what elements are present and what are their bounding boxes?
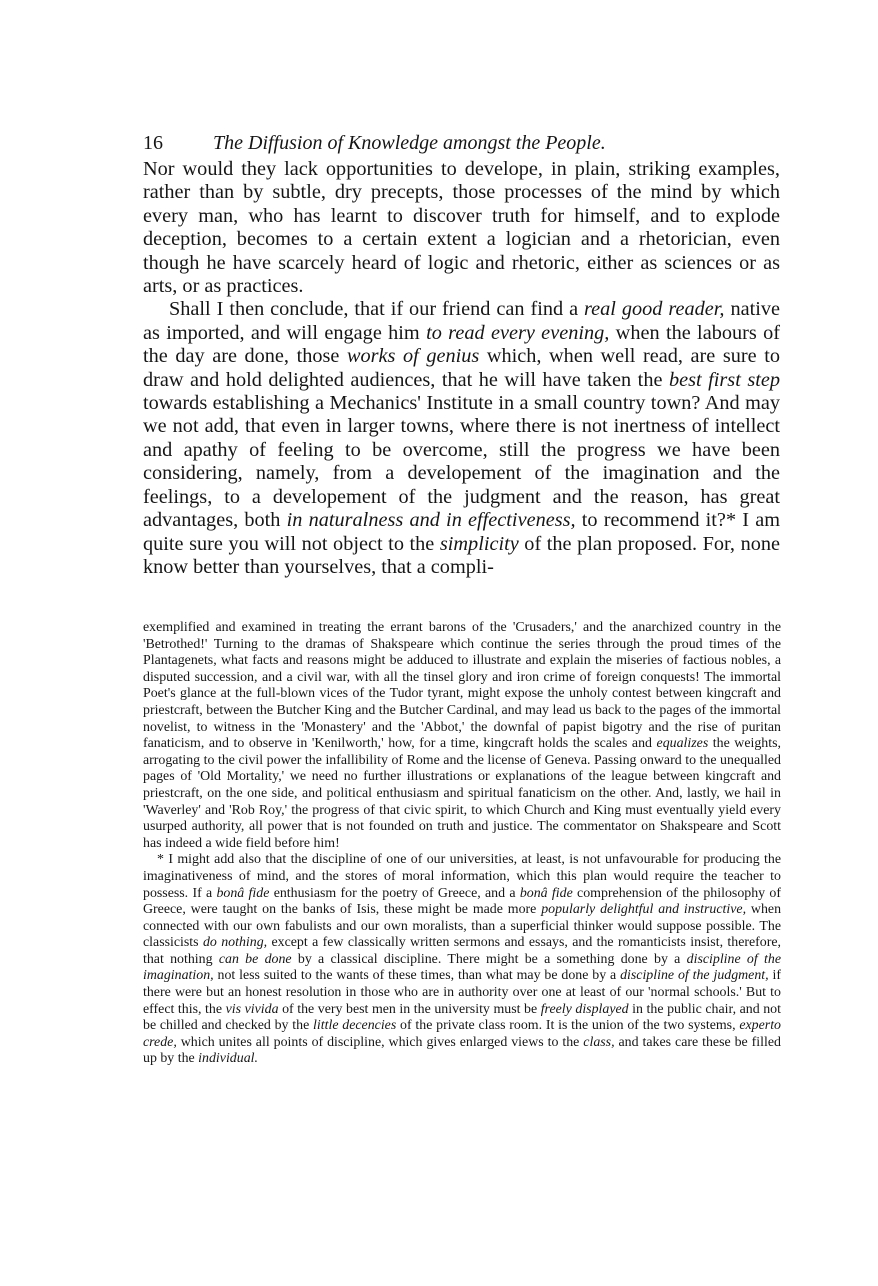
text-run: which, when well read, are sure to draw and hold delighted audiences, that he will have taken the — [143, 345, 780, 391]
italic-run: bonâ fide — [519, 885, 573, 901]
text-run: except a few classically written sermons and essays, and the romanticists insist, therefore, that nothing — [143, 935, 782, 967]
italic-run: little decencies — [313, 1018, 397, 1034]
footnote-continuation — [143, 620, 781, 852]
running-header — [143, 130, 783, 156]
running-title: The Diffusion of Knowledge amongst the People. — [213, 132, 606, 154]
text-run: of the private class room. It is the union of the two systems, — [396, 1018, 740, 1034]
italic-run: individual. — [198, 1051, 258, 1067]
text-run: * I might add also that the discipline of one of our universities, at least, is not unfavourable for producing the imaginativeness of mind, and the stores of moral information, which this plan would require the teacher to possess. If a — [143, 852, 781, 901]
text-run: when connected with our own fabulists and our own moralists, than a superficial thinker would suppose possible. The classicists — [143, 902, 782, 951]
main-text — [143, 158, 780, 579]
italic-run: discipline of the imagination, — [143, 951, 781, 984]
paragraph-2 — [143, 298, 780, 579]
text-run: comprehension of the philosophy of Greece, were taught on the banks of Isis, these might be made more — [143, 885, 781, 918]
italic-run: equalizes — [656, 736, 709, 752]
text-run: which unites all points of discipline, which gives enlarged views to the — [176, 1034, 584, 1050]
italic-run: freely displayed — [540, 1001, 629, 1017]
text-run: in the public chair, and not be chilled and checked by the — [143, 1001, 781, 1034]
page-number: 16 — [143, 132, 163, 154]
italic-run: bonâ fide — [216, 885, 270, 901]
text-run: and takes care these be filled up by the — [143, 1034, 781, 1067]
text-run: the weights, arrogating to the civil power the infallibility of Rome and the license of Geneva. Passing onward to the unequalled pages of 'Old Mortality,' we need no further illustrations or explanations of the league between kingcraft and priestcraft, on the one side, and political enthusiasm and spiritual fanaticism on the other. And, lastly, we hail in 'Waverley' and 'Rob Roy,' the progress of that civic spirit, to which Church and King must eventually yield every usurped authority, all power that is not founded on truth and justice. The commentator on Shakspeare and Scott has indeed a wide field before him! — [143, 736, 781, 851]
italic-run: to read every evening, — [426, 321, 610, 344]
footnote-asterisk — [143, 852, 781, 1068]
italic-run: vis vivida — [225, 1001, 279, 1017]
text-run: by a classical discipline. There might be a something done by a — [291, 951, 687, 967]
text-run: native as imported, and will engage him — [143, 298, 781, 344]
italic-run: popularly delightful and instructive, — [541, 902, 747, 918]
italic-run: discipline of the judgment, — [620, 968, 769, 984]
italic-run: class, — [583, 1034, 615, 1050]
text-run: enthusiasm for the poetry of Greece, and a — [269, 885, 520, 901]
italic-run: in naturalness and in effectiveness, — [286, 509, 576, 532]
text-run: Shall I then conclude, that if our friend can find a — [169, 298, 585, 321]
italic-run: simplicity — [439, 532, 519, 555]
paragraph-1: Nor would they lack opportunities to develope, in plain, striking examples, rather than by subtle, dry precepts, those processes of the mind by which every man, who has learnt to discover truth for himself, and to explode deception, becomes to a certain extent a logician and a rhetorician, even though he have scarcely heard of logic and rhetoric, either as sciences or as arts, or as practices. — [143, 158, 780, 298]
text-run: if there were but an honest resolution in those who are in authority over one at least of our 'normal schools.' But to effect this, the — [143, 968, 781, 1017]
text-run: towards establishing a Mechanics' Institute in a small country town? And may we not add, that even in larger towns, where there is not inertness of intellect and apathy of feeling to be overcome, still the progress we have been considering, namely, from a developement of the imagination and the feelings, to a developement of the judgment and the reason, has great advantages, both — [143, 392, 780, 532]
text-run: of the plan proposed. For, none know better than yourselves, that a compli- — [143, 532, 780, 578]
text-run: when the labours of the day are done, those — [143, 321, 781, 368]
text-run: to recommend it?* I am quite sure you will not object to the — [143, 509, 780, 555]
text-run: not less suited to the wants of these times, than what may be done by a — [213, 968, 621, 984]
footnotes — [143, 620, 781, 1068]
italic-run: real good reader, — [584, 298, 725, 321]
text-run: of the very best men in the university must be — [278, 1001, 541, 1017]
italic-run: do nothing, — [202, 935, 268, 951]
italic-run: works of genius — [346, 345, 480, 368]
italic-run: experto crede, — [143, 1018, 781, 1050]
italic-run: can be done — [218, 951, 292, 967]
italic-run: best first step — [668, 368, 780, 391]
text-run: exemplified and examined in treating the errant barons of the 'Crusaders,' and the anarchized country in the 'Betrothed!' Turning to the dramas of Shakspeare which continue the series through the proud times of the Plantagenets, what facts and reasons might be adduced to illustrate and explain the miseries of factious nobles, a disputed succession, and a civil war, with all the tinsel glory and iron crime of foreign conquests! The immortal Poet's glance at the full-blown vices of the Tudor tyrant, might expose the unholy contest between kingcraft and priestcraft, between the Butcher King and the Butcher Cardinal, and may lead us back to the pages of the immortal novelist, to witness in the 'Monastery' and the 'Abbot,' the downfal of papist bigotry and the rise of puritan fanaticism, and to observe in 'Kenilworth,' how, for a time, kingcraft holds the scales and — [143, 620, 781, 752]
